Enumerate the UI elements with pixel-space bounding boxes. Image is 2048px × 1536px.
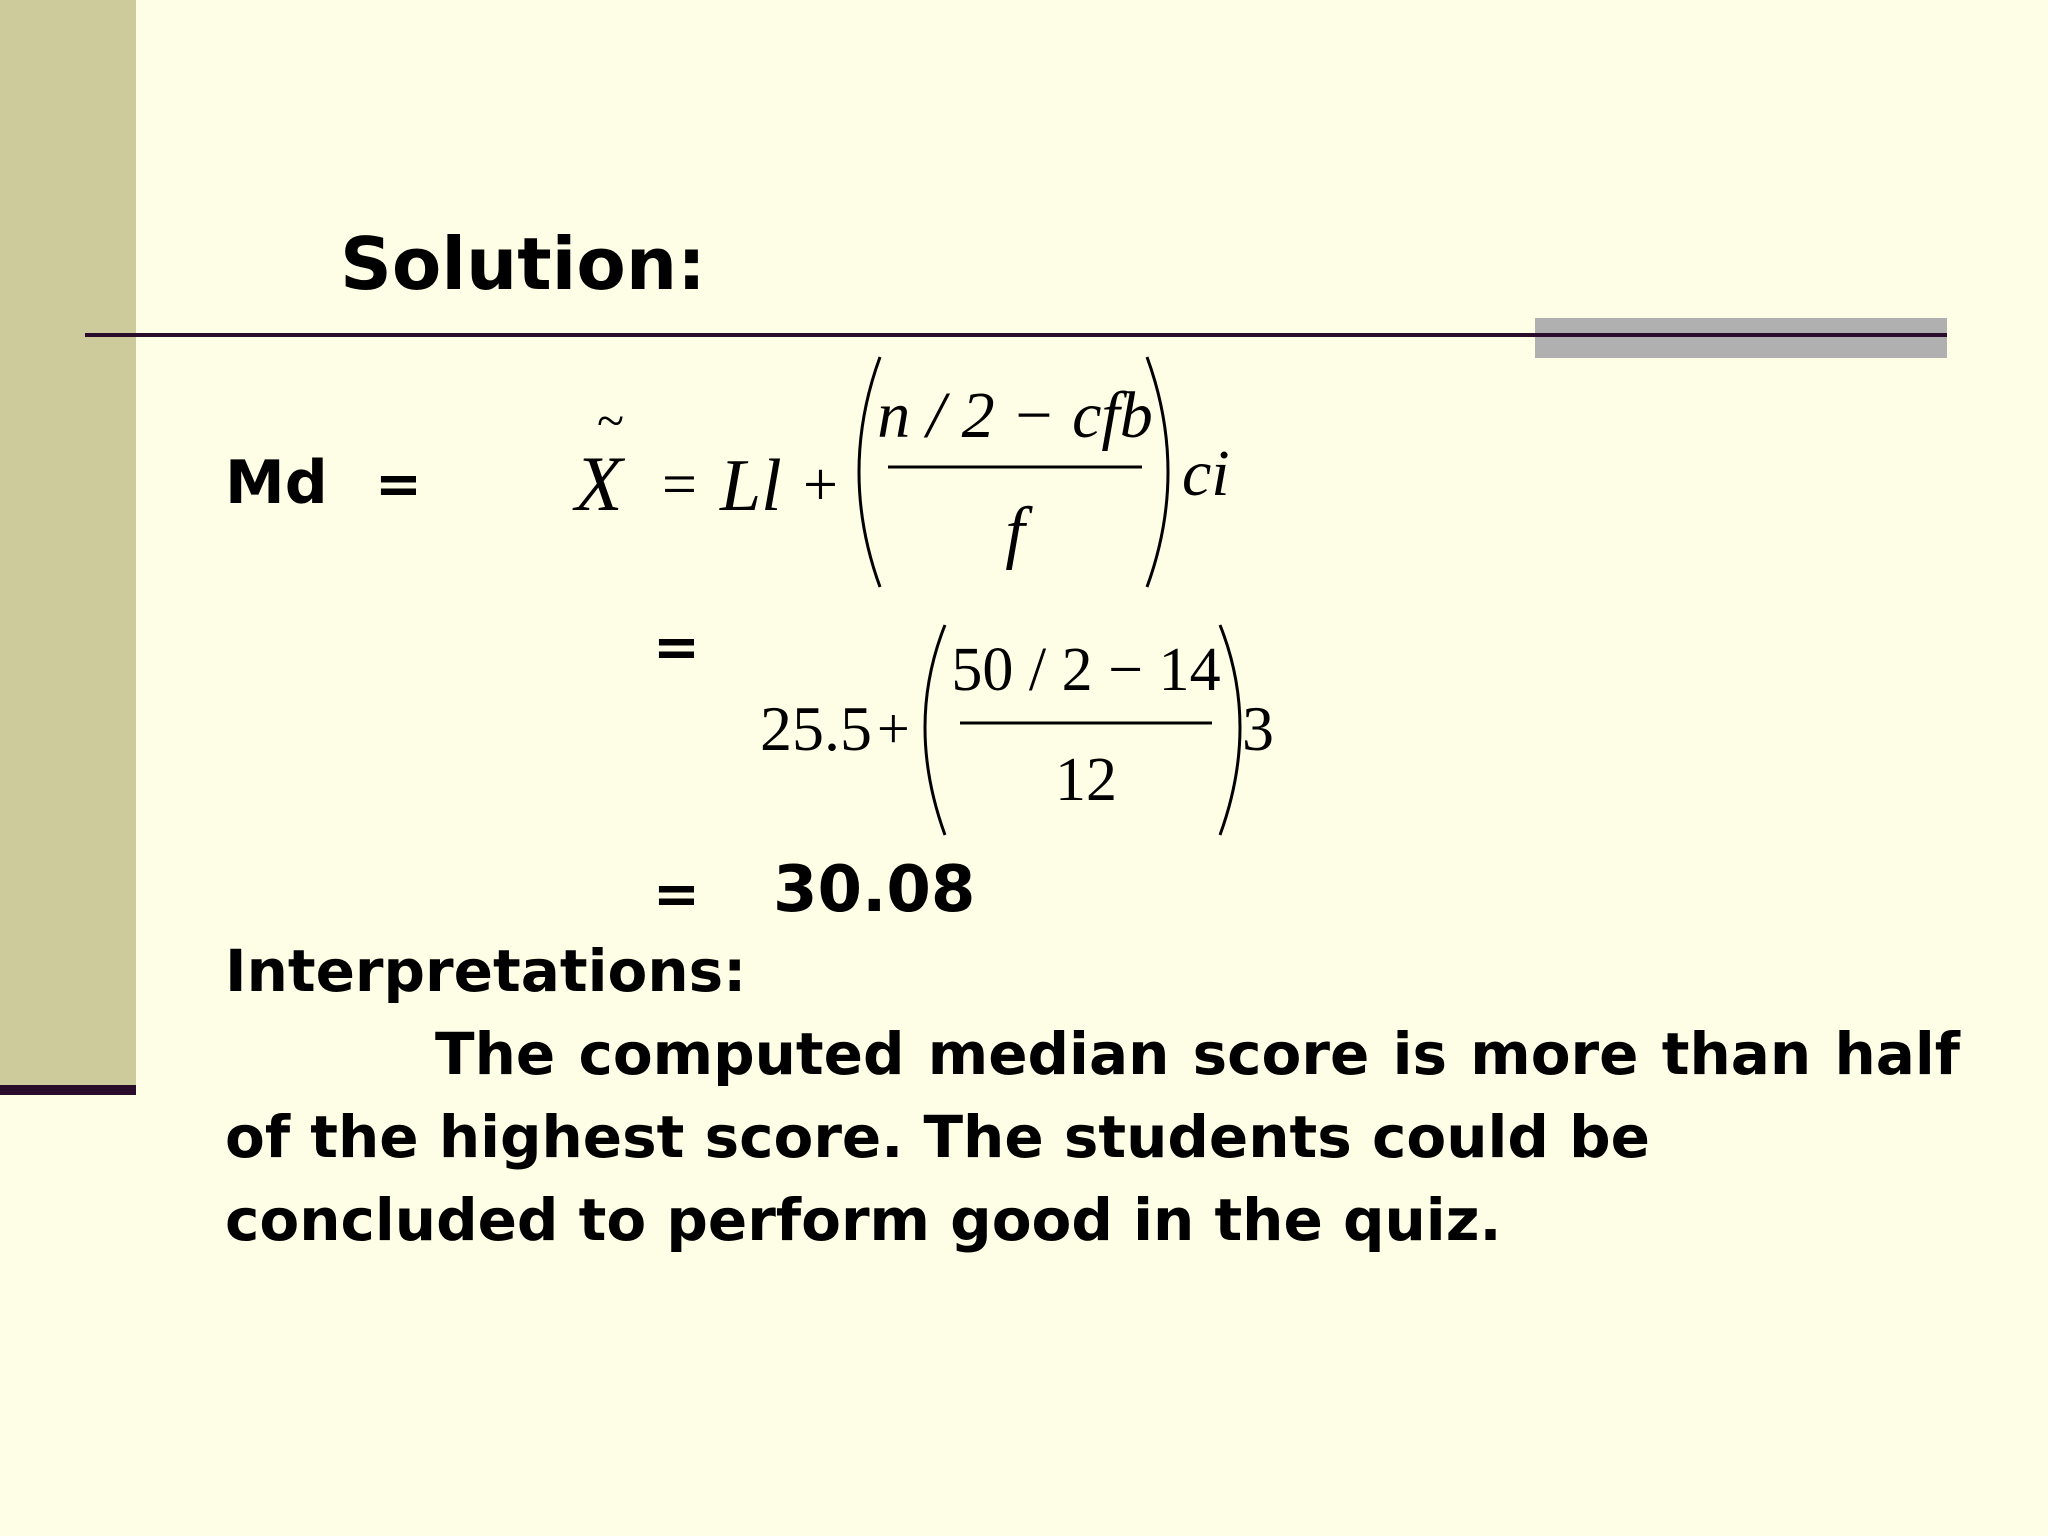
formula-multiplier: ci xyxy=(1182,437,1230,510)
formula-tilde: ~ xyxy=(597,392,625,448)
substituted-formula xyxy=(750,620,1300,840)
substituted-constant: 25.5 xyxy=(760,693,872,764)
equals-sign-1: = xyxy=(375,452,422,517)
equals-sign-2: = xyxy=(653,615,700,680)
substituted-numerator: 50 / 2 − 14 xyxy=(951,636,1221,704)
substituted-right-paren xyxy=(1220,625,1240,835)
interpretation-line-1: The computed median score is more than half xyxy=(435,1020,1960,1088)
substituted-denominator: 12 xyxy=(1055,746,1117,814)
substituted-left-paren xyxy=(925,625,945,835)
formula-lhs: X xyxy=(575,440,623,527)
formula-plus: + xyxy=(803,451,838,519)
decorative-gray-block xyxy=(1535,318,1947,358)
equals-sign-3: = xyxy=(653,862,700,927)
slide-title: Solution: xyxy=(340,222,706,306)
substituted-plus: + xyxy=(877,696,910,761)
interpretation-text xyxy=(225,1013,1960,1262)
formula-equals: = xyxy=(662,451,697,519)
formula-term: Ll xyxy=(720,445,782,527)
formula-denominator: f xyxy=(1005,494,1025,571)
substituted-multiplier: 3 xyxy=(1242,693,1274,764)
formula-numerator: n / 2 − cfb xyxy=(877,379,1153,452)
interpretation-line-2: of the highest score. The students could be concluded to perform good in the quiz. xyxy=(225,1103,1650,1254)
title-divider xyxy=(85,333,1947,337)
interpretation-heading: Interpretations: xyxy=(225,937,747,1005)
left-accent-bar xyxy=(0,0,136,1085)
left-accent-bar-edge xyxy=(0,1085,136,1095)
median-formula xyxy=(570,345,1270,605)
median-label: Md xyxy=(225,448,328,518)
median-result: 30.08 xyxy=(773,853,976,927)
